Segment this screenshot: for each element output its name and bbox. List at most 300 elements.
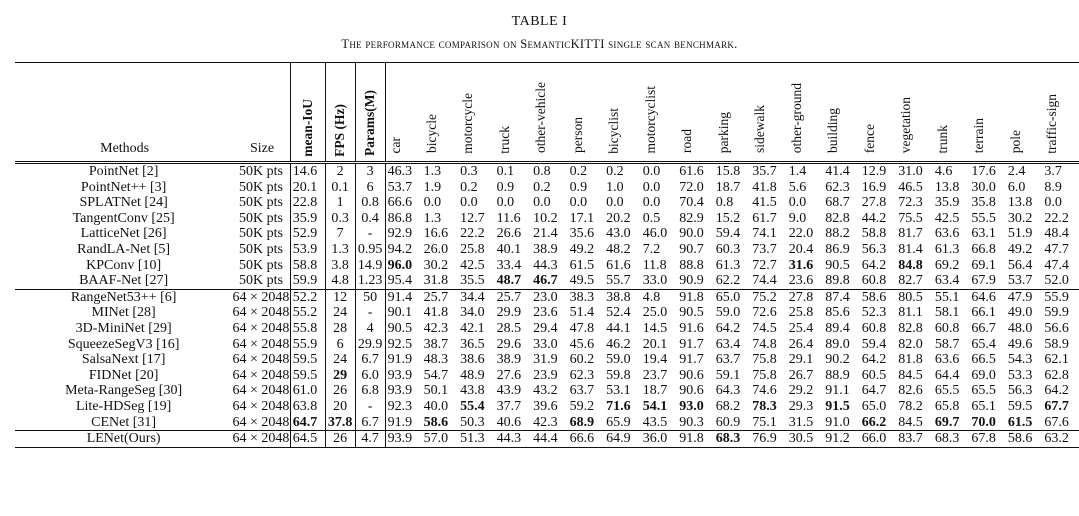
class-iou-cell: 70.0 bbox=[971, 414, 996, 430]
class-iou-cell: 29.6 bbox=[496, 336, 522, 352]
class-iou-cell: 54.7 bbox=[423, 367, 449, 383]
params-cell: 29.9 bbox=[355, 337, 385, 353]
header-traffic-sign-label: traffic-sign bbox=[1044, 93, 1060, 154]
header-size bbox=[232, 63, 290, 163]
size-cell: 50K pts bbox=[239, 273, 283, 289]
class-iou-cell: 23.0 bbox=[531, 289, 568, 305]
method-cell: 3D-MiniNet [29] bbox=[75, 320, 172, 336]
fps-cell: 7 bbox=[325, 226, 355, 242]
class-iou-cell: 91.4 bbox=[385, 289, 422, 305]
class-iou-cell: 42.1 bbox=[460, 320, 485, 336]
class-iou-cell: 91.9 bbox=[385, 352, 422, 368]
table-row bbox=[15, 415, 1079, 431]
class-iou-cell: 43.5 bbox=[642, 414, 668, 430]
class-iou-cell: 84.5 bbox=[898, 414, 923, 430]
class-iou-cell: 72.6 bbox=[752, 305, 777, 321]
class-iou-cell: 76.9 bbox=[750, 431, 787, 448]
fps-cell: 2 bbox=[325, 163, 355, 180]
class-iou-cell: 78.2 bbox=[898, 398, 923, 414]
class-iou-cell: 71.6 bbox=[606, 398, 631, 414]
class-iou-cell: 42.3 bbox=[423, 320, 449, 336]
miou-cell: 64.7 bbox=[290, 415, 325, 431]
class-iou-cell: 35.9 bbox=[934, 195, 960, 211]
header-truck bbox=[495, 63, 532, 163]
class-iou-cell: 0.9 bbox=[569, 179, 588, 195]
class-iou-cell: 91.1 bbox=[825, 383, 850, 399]
method-cell: RangeNet53++ [6] bbox=[15, 289, 232, 305]
class-iou-cell: 29.1 bbox=[788, 352, 814, 368]
table-row bbox=[15, 226, 1079, 242]
class-iou-cell: 65.4 bbox=[971, 336, 996, 352]
class-iou-cell: 82.0 bbox=[898, 336, 923, 352]
class-iou-cell: 64.4 bbox=[934, 367, 960, 383]
class-iou-cell: 25.8 bbox=[460, 241, 485, 257]
class-iou-cell: 31.0 bbox=[898, 164, 923, 179]
class-iou-cell: 38.8 bbox=[604, 289, 641, 305]
class-iou-cell: 49.0 bbox=[1007, 305, 1033, 321]
class-iou-cell: 51.9 bbox=[1007, 226, 1033, 242]
class-iou-cell: 38.6 bbox=[460, 352, 485, 368]
class-iou-cell: 33.0 bbox=[642, 273, 668, 289]
class-iou-cell: 41.5 bbox=[752, 195, 777, 211]
class-iou-cell: 4.8 bbox=[641, 289, 678, 305]
header-pole bbox=[1006, 63, 1043, 163]
class-iou-cell: 18.7 bbox=[642, 383, 668, 399]
class-iou-cell: 25.4 bbox=[788, 320, 814, 336]
class-iou-cell: 38.9 bbox=[533, 241, 558, 257]
header-bicycle-label: bicycle bbox=[423, 114, 439, 154]
class-iou-cell: 75.5 bbox=[898, 210, 923, 226]
header-parking bbox=[714, 63, 751, 163]
header-trunk-label: trunk bbox=[934, 124, 950, 154]
class-iou-cell: 0.9 bbox=[496, 179, 515, 195]
class-iou-cell: 67.8 bbox=[969, 431, 1006, 448]
method-cell: SPLATNet [24] bbox=[79, 195, 168, 211]
class-iou-cell: 16.6 bbox=[423, 226, 449, 242]
class-iou-cell: 13.8 bbox=[1007, 195, 1033, 211]
class-iou-cell: 40.0 bbox=[423, 398, 449, 414]
miou-cell: 58.8 bbox=[290, 258, 325, 274]
header-bicyclist bbox=[604, 63, 641, 163]
class-iou-cell: 92.3 bbox=[385, 399, 422, 415]
class-iou-cell: 59.8 bbox=[606, 367, 631, 383]
class-iou-cell: 22.0 bbox=[788, 226, 814, 242]
class-iou-cell: 33.0 bbox=[533, 336, 558, 352]
params-cell: 6.7 bbox=[355, 415, 385, 431]
class-iou-cell: 23.7 bbox=[642, 367, 668, 383]
class-iou-cell: 58.7 bbox=[934, 336, 960, 352]
class-iou-cell: 0.1 bbox=[496, 164, 515, 179]
class-iou-cell: 90.7 bbox=[679, 241, 704, 257]
class-iou-cell: 13.8 bbox=[934, 179, 960, 195]
benchmark-table bbox=[15, 62, 1079, 448]
params-cell: 0.8 bbox=[355, 195, 385, 211]
class-iou-cell: 63.2 bbox=[1042, 431, 1079, 448]
class-iou-cell: 58.1 bbox=[934, 305, 960, 321]
class-iou-cell: 65.9 bbox=[606, 414, 631, 430]
class-iou-cell: 17.6 bbox=[971, 164, 996, 179]
class-iou-cell: 65.1 bbox=[971, 398, 996, 414]
class-iou-cell: 41.8 bbox=[752, 179, 777, 195]
class-iou-cell: 84.8 bbox=[898, 257, 923, 273]
class-iou-cell: 1.0 bbox=[606, 179, 624, 195]
class-iou-cell: 86.8 bbox=[385, 211, 422, 227]
header-terrain-label: terrain bbox=[971, 118, 987, 154]
class-iou-cell: 29.4 bbox=[533, 320, 558, 336]
class-iou-cell: 55.9 bbox=[1042, 289, 1079, 305]
size-cell: 64 × 2048 bbox=[232, 305, 290, 321]
class-iou-cell: 93.9 bbox=[385, 383, 422, 399]
table-row bbox=[15, 242, 1079, 258]
class-iou-cell: 30.5 bbox=[787, 431, 824, 448]
class-iou-cell: 55.1 bbox=[933, 289, 970, 305]
header-motorcycle-label: motorcycle bbox=[460, 92, 476, 154]
class-iou-cell: 56.6 bbox=[1044, 320, 1069, 336]
class-iou-cell: 48.9 bbox=[460, 367, 485, 383]
class-iou-cell: 0.0 bbox=[423, 195, 442, 211]
class-iou-cell: 6.0 bbox=[1007, 179, 1026, 195]
class-iou-cell: 0.0 bbox=[788, 195, 807, 211]
class-iou-cell: 46.5 bbox=[898, 179, 923, 195]
class-iou-cell: 1.3 bbox=[423, 210, 442, 226]
class-iou-cell: 49.6 bbox=[1007, 336, 1033, 352]
class-iou-cell: 29.3 bbox=[788, 398, 814, 414]
class-iou-cell: 35.5 bbox=[460, 273, 485, 289]
method-cell: KPConv [10] bbox=[86, 257, 162, 273]
class-iou-cell: 66.0 bbox=[860, 431, 897, 448]
class-iou-cell: 65.0 bbox=[714, 289, 751, 305]
class-iou-cell: 64.2 bbox=[861, 257, 887, 273]
class-iou-cell: 35.6 bbox=[569, 226, 595, 242]
class-iou-cell: 48.3 bbox=[423, 352, 449, 368]
class-iou-cell: 90.9 bbox=[679, 273, 704, 289]
class-iou-cell: 88.2 bbox=[825, 226, 850, 242]
table-row bbox=[15, 305, 1079, 321]
size-cell: 50K pts bbox=[239, 210, 283, 226]
method-cell: PointNet++ [3] bbox=[80, 179, 167, 195]
class-iou-cell: 72.3 bbox=[898, 195, 923, 211]
class-iou-cell: 0.2 bbox=[533, 179, 551, 195]
class-iou-cell: 74.8 bbox=[752, 336, 777, 352]
class-iou-cell: 70.4 bbox=[679, 195, 704, 211]
header-fence-label: fence bbox=[861, 124, 877, 154]
fps-cell: 4.8 bbox=[325, 273, 355, 289]
size-cell: 64 × 2048 bbox=[232, 320, 290, 336]
miou-cell: 53.9 bbox=[290, 242, 325, 258]
class-iou-cell: 46.3 bbox=[385, 163, 422, 180]
miou-cell: 22.8 bbox=[290, 195, 325, 211]
method-cell: LENet(Ours) bbox=[15, 431, 232, 448]
fps-cell: 26 bbox=[325, 383, 355, 399]
class-iou-cell: 41.8 bbox=[423, 305, 449, 321]
class-iou-cell: 53.1 bbox=[606, 383, 631, 399]
class-iou-cell: 11.6 bbox=[496, 210, 521, 226]
class-iou-cell: 66.8 bbox=[971, 241, 996, 257]
class-iou-cell: 75.8 bbox=[752, 367, 777, 383]
class-iou-cell: 22.2 bbox=[460, 226, 485, 242]
class-iou-cell: 62.3 bbox=[569, 367, 595, 383]
class-iou-cell: 0.0 bbox=[642, 179, 661, 195]
class-iou-cell: 86.9 bbox=[825, 241, 850, 257]
size-cell: 64 × 2048 bbox=[232, 414, 290, 430]
params-cell: 1.23 bbox=[355, 273, 385, 289]
params-cell: 6.0 bbox=[355, 368, 385, 384]
class-iou-cell: 89.8 bbox=[825, 273, 850, 289]
method-cell: TangentConv [25] bbox=[72, 210, 175, 226]
class-iou-cell: 58.6 bbox=[423, 414, 449, 430]
size-cell: 64 × 2048 bbox=[232, 367, 290, 383]
table-row bbox=[15, 321, 1079, 337]
class-iou-cell: 52.4 bbox=[606, 305, 631, 321]
class-iou-cell: 7.2 bbox=[642, 241, 661, 257]
class-iou-cell: 49.5 bbox=[569, 273, 595, 289]
params-cell: 6 bbox=[355, 180, 385, 196]
class-iou-cell: 66.2 bbox=[861, 414, 887, 430]
method-cell: PointNet [2] bbox=[88, 164, 159, 179]
header-params-m bbox=[355, 63, 385, 163]
class-iou-cell: 64.6 bbox=[969, 289, 1006, 305]
class-iou-cell: 69.7 bbox=[934, 414, 960, 430]
class-iou-cell: 59.0 bbox=[606, 352, 631, 368]
size-cell: 64 × 2048 bbox=[232, 383, 290, 399]
class-iou-cell: 35.7 bbox=[752, 164, 777, 179]
class-iou-cell: 63.7 bbox=[569, 383, 595, 399]
class-iou-cell: 62.3 bbox=[825, 179, 850, 195]
class-iou-cell: 66.1 bbox=[971, 305, 996, 321]
table-row bbox=[15, 163, 1079, 180]
class-iou-cell: 5.6 bbox=[788, 179, 807, 195]
class-iou-cell: 36.0 bbox=[641, 431, 678, 448]
fps-cell: 24 bbox=[325, 352, 355, 368]
class-iou-cell: 91.6 bbox=[679, 320, 704, 336]
class-iou-cell: 92.9 bbox=[385, 226, 422, 242]
class-iou-cell: 81.1 bbox=[898, 305, 923, 321]
class-iou-cell: 63.7 bbox=[715, 352, 741, 368]
size-cell: 50K pts bbox=[239, 179, 283, 195]
class-iou-cell: 38.7 bbox=[423, 336, 449, 352]
class-iou-cell: 64.9 bbox=[604, 431, 641, 448]
header-other-ground bbox=[787, 63, 824, 163]
header-building-label: building bbox=[825, 108, 841, 154]
params-cell: - bbox=[355, 305, 385, 321]
class-iou-cell: 0.0 bbox=[642, 164, 661, 179]
class-iou-cell: 56.4 bbox=[1007, 257, 1033, 273]
header-trunk bbox=[933, 63, 970, 163]
class-iou-cell: 50.3 bbox=[460, 414, 485, 430]
header-parking-label: parking bbox=[715, 112, 731, 154]
class-iou-cell: 52.3 bbox=[861, 305, 887, 321]
class-iou-cell: 89.4 bbox=[825, 320, 850, 336]
class-iou-cell: 82.7 bbox=[898, 273, 923, 289]
class-iou-cell: 19.4 bbox=[642, 352, 668, 368]
table-row bbox=[15, 180, 1079, 196]
miou-cell: 59.5 bbox=[290, 352, 325, 368]
header-car bbox=[385, 63, 422, 163]
method-cell: FIDNet [20] bbox=[88, 367, 159, 383]
class-iou-cell: 90.5 bbox=[679, 305, 704, 321]
class-iou-cell: 74.6 bbox=[752, 383, 777, 399]
class-iou-cell: 20.4 bbox=[788, 241, 814, 257]
class-iou-cell: 92.5 bbox=[385, 337, 422, 353]
class-iou-cell: 81.7 bbox=[898, 226, 923, 242]
class-iou-cell: 15.2 bbox=[715, 210, 741, 226]
header-traffic-sign bbox=[1042, 63, 1079, 163]
class-iou-cell: 4.6 bbox=[934, 164, 953, 179]
method-cell: RandLA-Net [5] bbox=[77, 241, 171, 257]
class-iou-cell: 48.2 bbox=[606, 241, 631, 257]
class-iou-cell: 66.6 bbox=[568, 431, 605, 448]
class-iou-cell: 0.2 bbox=[606, 164, 624, 179]
header-params-m-label: Params(M) bbox=[362, 90, 378, 157]
class-iou-cell: 59.4 bbox=[861, 336, 887, 352]
class-iou-cell: 44.3 bbox=[495, 431, 532, 448]
table-row bbox=[15, 368, 1079, 384]
class-iou-cell: 75.8 bbox=[752, 352, 777, 368]
class-iou-cell: 62.1 bbox=[1044, 352, 1069, 368]
class-iou-cell: 78.3 bbox=[752, 398, 777, 414]
class-iou-cell: 58.6 bbox=[860, 289, 897, 305]
class-iou-cell: 23.9 bbox=[533, 367, 558, 383]
size-cell: 50K pts bbox=[239, 257, 283, 273]
class-iou-cell: 90.5 bbox=[385, 321, 422, 337]
fps-cell: 20 bbox=[325, 399, 355, 415]
class-iou-cell: 26.7 bbox=[788, 367, 814, 383]
size-cell: 50K pts bbox=[239, 226, 283, 242]
header-mean-iou-label: mean-IoU bbox=[299, 98, 315, 157]
size-cell: 50K pts bbox=[239, 195, 283, 211]
class-iou-cell: 38.3 bbox=[568, 289, 605, 305]
class-iou-cell: 81.8 bbox=[898, 352, 923, 368]
class-iou-cell: 80.5 bbox=[896, 289, 933, 305]
fps-cell: 28 bbox=[325, 321, 355, 337]
class-iou-cell: 90.3 bbox=[679, 414, 704, 430]
class-iou-cell: 1.9 bbox=[423, 179, 442, 195]
header-sidewalk-label: sidewalk bbox=[752, 105, 768, 154]
class-iou-cell: 74.1 bbox=[752, 226, 777, 242]
class-iou-cell: 91.7 bbox=[679, 352, 704, 368]
class-iou-cell: 63.6 bbox=[934, 226, 960, 242]
class-iou-cell: 44.4 bbox=[531, 431, 568, 448]
miou-cell: 59.5 bbox=[290, 368, 325, 384]
params-cell: 0.95 bbox=[355, 242, 385, 258]
miou-cell: 52.9 bbox=[290, 226, 325, 242]
class-iou-cell: 68.3 bbox=[933, 431, 970, 448]
class-iou-cell: 39.6 bbox=[533, 398, 558, 414]
header-motorcycle bbox=[458, 63, 495, 163]
class-iou-cell: 69.2 bbox=[934, 257, 960, 273]
table-row bbox=[15, 337, 1079, 353]
size-cell: 50K pts bbox=[239, 164, 283, 179]
class-iou-cell: 34.4 bbox=[458, 289, 495, 305]
class-iou-cell: 25.8 bbox=[788, 305, 814, 321]
class-iou-cell: 62.2 bbox=[715, 273, 741, 289]
class-iou-cell: 59.2 bbox=[569, 398, 595, 414]
table-row bbox=[15, 352, 1079, 368]
class-iou-cell: 68.3 bbox=[714, 431, 751, 448]
class-iou-cell: 17.1 bbox=[569, 210, 595, 226]
class-iou-cell: 53.7 bbox=[1007, 273, 1033, 289]
class-iou-cell: 35.8 bbox=[971, 195, 996, 211]
header-other-vehicle-label: other-vehicle bbox=[533, 82, 549, 154]
class-iou-cell: 65.8 bbox=[934, 398, 960, 414]
fps-cell: 1 bbox=[325, 195, 355, 211]
class-iou-cell: 66.6 bbox=[385, 195, 422, 211]
class-iou-cell: 0.0 bbox=[1044, 195, 1062, 211]
class-iou-cell: 64.7 bbox=[861, 383, 887, 399]
class-iou-cell: 27.8 bbox=[787, 289, 824, 305]
class-iou-cell: 91.8 bbox=[677, 431, 714, 448]
class-iou-cell: 15.8 bbox=[715, 164, 741, 179]
class-iou-cell: 23.6 bbox=[788, 273, 814, 289]
table-row bbox=[15, 383, 1079, 399]
class-iou-cell: 90.1 bbox=[385, 305, 422, 321]
params-cell: 50 bbox=[355, 289, 385, 305]
class-iou-cell: 58.9 bbox=[1044, 336, 1069, 352]
class-iou-cell: 46.7 bbox=[533, 273, 558, 289]
class-iou-cell: 69.0 bbox=[971, 367, 996, 383]
class-iou-cell: 59.9 bbox=[1044, 305, 1069, 321]
class-iou-cell: 68.2 bbox=[715, 398, 741, 414]
class-iou-cell: 27.8 bbox=[861, 195, 887, 211]
miou-cell: 64.5 bbox=[290, 431, 325, 448]
class-iou-cell: 40.1 bbox=[496, 241, 522, 257]
class-iou-cell: 65.5 bbox=[934, 383, 960, 399]
class-iou-cell: 91.5 bbox=[825, 398, 850, 414]
class-iou-cell: 75.1 bbox=[752, 414, 777, 430]
fps-cell: 6 bbox=[325, 337, 355, 353]
class-iou-cell: 88.9 bbox=[825, 367, 850, 383]
table-row bbox=[15, 431, 1079, 448]
class-iou-cell: 11.8 bbox=[642, 257, 667, 273]
class-iou-cell: 25.0 bbox=[642, 305, 668, 321]
miou-cell: 61.0 bbox=[290, 383, 325, 399]
class-iou-cell: 0.0 bbox=[606, 195, 624, 211]
class-iou-cell: 42.3 bbox=[533, 414, 558, 430]
class-iou-cell: 96.0 bbox=[385, 258, 422, 274]
class-iou-cell: 72.7 bbox=[752, 257, 777, 273]
class-iou-cell: 64.2 bbox=[715, 320, 741, 336]
header-road bbox=[677, 63, 714, 163]
size-cell: 64 × 2048 bbox=[232, 352, 290, 368]
class-iou-cell: 43.8 bbox=[460, 383, 485, 399]
class-iou-cell: 0.2 bbox=[569, 164, 588, 179]
class-iou-cell: 90.6 bbox=[679, 367, 704, 383]
class-iou-cell: 51.3 bbox=[458, 431, 495, 448]
class-iou-cell: 49.2 bbox=[1007, 241, 1033, 257]
table-header-row bbox=[15, 63, 1079, 163]
class-iou-cell: 47.9 bbox=[1006, 289, 1043, 305]
class-iou-cell: 22.2 bbox=[1044, 210, 1069, 226]
miou-cell: 52.2 bbox=[290, 289, 325, 305]
header-bicyclist-label: bicyclist bbox=[606, 107, 622, 154]
class-iou-cell: 9.0 bbox=[788, 210, 807, 226]
fps-cell: 26 bbox=[325, 431, 355, 448]
class-iou-cell: 60.8 bbox=[861, 320, 887, 336]
header-person-label: person bbox=[569, 117, 585, 154]
header-motorcyclist bbox=[641, 63, 678, 163]
class-iou-cell: 43.9 bbox=[496, 383, 522, 399]
class-iou-cell: 48.0 bbox=[1007, 320, 1033, 336]
class-iou-cell: 93.0 bbox=[679, 398, 704, 414]
class-iou-cell: 33.4 bbox=[496, 257, 522, 273]
size-cell: 64 × 2048 bbox=[232, 398, 290, 414]
class-iou-cell: 75.2 bbox=[750, 289, 787, 305]
class-iou-cell: 52.0 bbox=[1044, 273, 1069, 289]
class-iou-cell: 64.2 bbox=[1044, 383, 1069, 399]
miou-cell: 55.8 bbox=[290, 321, 325, 337]
class-iou-cell: 0.8 bbox=[715, 195, 734, 211]
class-iou-cell: 42.5 bbox=[934, 210, 960, 226]
